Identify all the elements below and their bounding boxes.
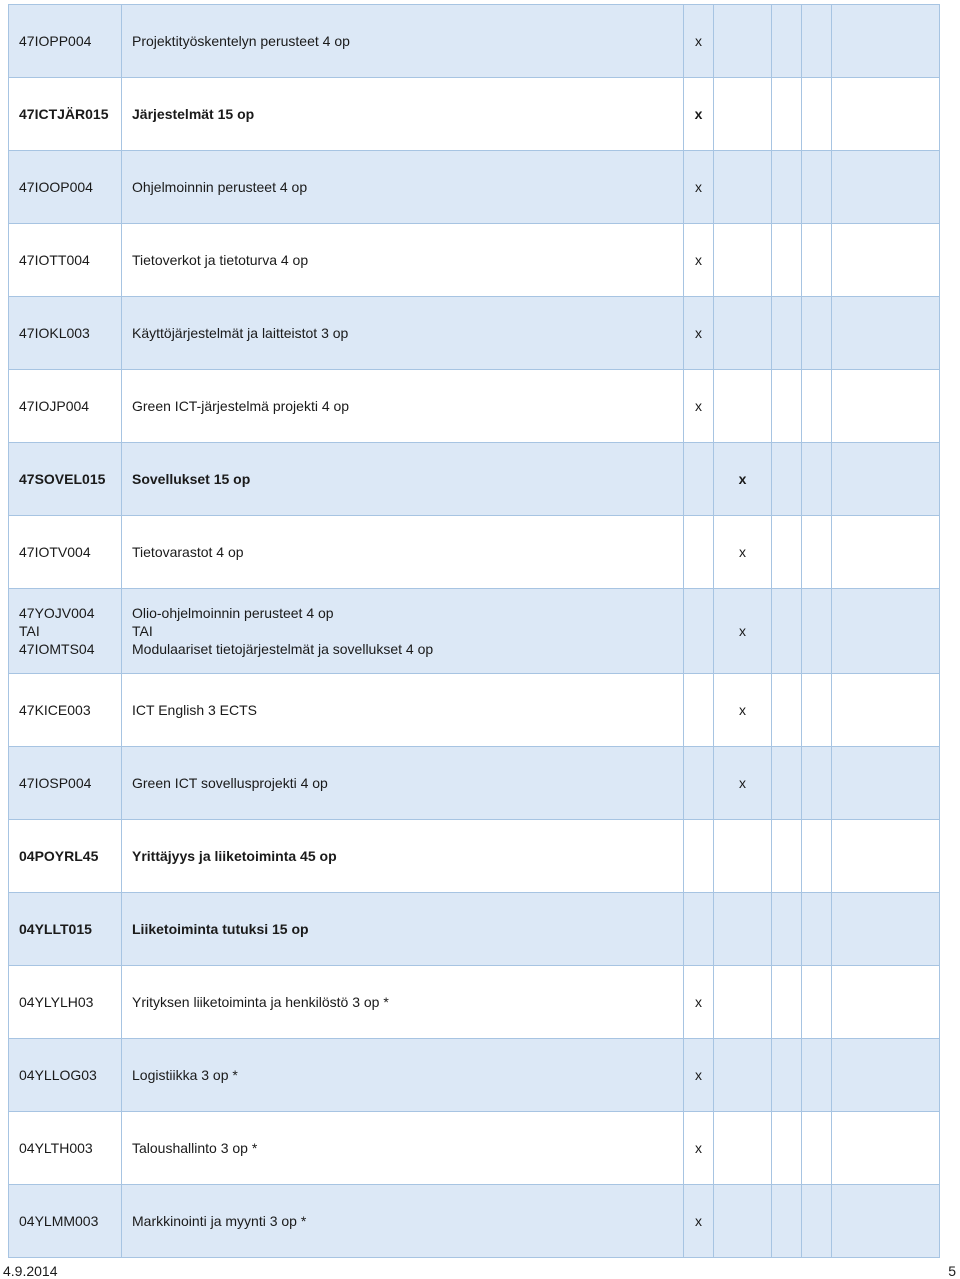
mark-cell (714, 151, 772, 224)
course-name: Projektityöskentelyn perusteet 4 op (122, 5, 684, 78)
mark-cell (832, 78, 940, 151)
course-name: Yrittäjyys ja liiketoiminta 45 op (122, 820, 684, 893)
course-code: 47IOTV004 (9, 516, 122, 589)
course-name: Yrityksen liiketoiminta ja henkilöstö 3 op * (122, 966, 684, 1039)
mark-cell (772, 674, 802, 747)
mark-cell (684, 516, 714, 589)
mark-cell (714, 5, 772, 78)
mark-cell (772, 747, 802, 820)
mark-cell: x (714, 747, 772, 820)
course-name: ICT English 3 ECTS (122, 674, 684, 747)
table-row (9, 589, 940, 674)
mark-cell (802, 297, 832, 370)
table-row (9, 747, 940, 820)
mark-cell (772, 966, 802, 1039)
course-code: 04YLLOG03 (9, 1039, 122, 1112)
course-code (9, 589, 122, 674)
mark-cell (772, 1039, 802, 1112)
mark-cell (772, 893, 802, 966)
mark-cell (832, 747, 940, 820)
table-row (9, 443, 940, 516)
mark-cell (802, 1039, 832, 1112)
mark-cell: x (684, 297, 714, 370)
course-name: Tietoverkot ja tietoturva 4 op (122, 224, 684, 297)
course-name: Logistiikka 3 op * (122, 1039, 684, 1112)
mark-cell (714, 1185, 772, 1258)
mark-cell (772, 443, 802, 516)
mark-cell (802, 1112, 832, 1185)
mark-cell: x (714, 589, 772, 674)
course-code: 04YLLT015 (9, 893, 122, 966)
mark-cell (832, 589, 940, 674)
course-name: Green ICT sovellusprojekti 4 op (122, 747, 684, 820)
mark-cell (684, 747, 714, 820)
course-code: 47IOKL003 (9, 297, 122, 370)
mark-cell (832, 893, 940, 966)
course-code: 47IOJP004 (9, 370, 122, 443)
table-row (9, 224, 940, 297)
course-code: 47IOTT004 (9, 224, 122, 297)
mark-cell (802, 820, 832, 893)
mark-cell (714, 297, 772, 370)
course-name: Käyttöjärjestelmät ja laitteistot 3 op (122, 297, 684, 370)
course-name: Sovellukset 15 op (122, 443, 684, 516)
table-row (9, 1185, 940, 1258)
course-code: 47KICE003 (9, 674, 122, 747)
mark-cell (832, 5, 940, 78)
mark-cell (772, 151, 802, 224)
course-code: 04YLTH003 (9, 1112, 122, 1185)
mark-cell (714, 370, 772, 443)
mark-cell (832, 370, 940, 443)
mark-cell (684, 820, 714, 893)
mark-cell (832, 674, 940, 747)
mark-cell (684, 893, 714, 966)
mark-cell (802, 966, 832, 1039)
mark-cell: x (684, 370, 714, 443)
mark-cell (802, 78, 832, 151)
mark-cell (832, 1039, 940, 1112)
mark-cell (714, 820, 772, 893)
mark-cell (802, 589, 832, 674)
mark-cell (832, 820, 940, 893)
course-code: 04POYRL45 (9, 820, 122, 893)
table-row (9, 1112, 940, 1185)
table-row (9, 78, 940, 151)
mark-cell (802, 747, 832, 820)
mark-cell (772, 370, 802, 443)
course-table (8, 4, 940, 1258)
table-row (9, 893, 940, 966)
table-row (9, 820, 940, 893)
course-name-line: Modulaariset tietojärjestelmät ja sovellukset 4 op (132, 641, 434, 657)
course-code-line: 47YOJV004 (19, 605, 95, 621)
course-name: Liiketoiminta tutuksi 15 op (122, 893, 684, 966)
mark-cell: x (684, 1039, 714, 1112)
mark-cell (684, 674, 714, 747)
mark-cell (802, 224, 832, 297)
mark-cell (802, 370, 832, 443)
mark-cell: x (684, 5, 714, 78)
mark-cell: x (684, 224, 714, 297)
course-code: 47IOPP004 (9, 5, 122, 78)
mark-cell (684, 443, 714, 516)
mark-cell (714, 224, 772, 297)
course-code: 04YLMM003 (9, 1185, 122, 1258)
mark-cell: x (684, 1185, 714, 1258)
course-code: 47IOSP004 (9, 747, 122, 820)
mark-cell (802, 443, 832, 516)
mark-cell (684, 589, 714, 674)
mark-cell (802, 1185, 832, 1258)
mark-cell (832, 516, 940, 589)
course-name: Ohjelmoinnin perusteet 4 op (122, 151, 684, 224)
mark-cell (832, 443, 940, 516)
mark-cell: x (714, 516, 772, 589)
mark-cell (772, 224, 802, 297)
course-code: 04YLYLH03 (9, 966, 122, 1039)
course-code-line: TAI (19, 623, 40, 639)
mark-cell (772, 1112, 802, 1185)
mark-cell (714, 78, 772, 151)
course-name: Green ICT-järjestelmä projekti 4 op (122, 370, 684, 443)
table-row (9, 966, 940, 1039)
mark-cell (714, 1039, 772, 1112)
table-row (9, 5, 940, 78)
mark-cell (772, 5, 802, 78)
mark-cell (802, 674, 832, 747)
mark-cell (772, 589, 802, 674)
mark-cell (832, 297, 940, 370)
course-name-line: Olio-ohjelmoinnin perusteet 4 op (132, 605, 334, 621)
mark-cell (772, 78, 802, 151)
table-row (9, 516, 940, 589)
mark-cell (832, 966, 940, 1039)
mark-cell: x (684, 78, 714, 151)
course-name: Markkinointi ja myynti 3 op * (122, 1185, 684, 1258)
course-name-line: TAI (132, 623, 153, 639)
mark-cell: x (714, 674, 772, 747)
mark-cell (714, 1112, 772, 1185)
course-code: 47ICTJÄR015 (9, 78, 122, 151)
mark-cell (772, 820, 802, 893)
mark-cell (832, 151, 940, 224)
mark-cell (772, 1185, 802, 1258)
course-name: Tietovarastot 4 op (122, 516, 684, 589)
mark-cell: x (714, 443, 772, 516)
mark-cell (802, 151, 832, 224)
table-row (9, 151, 940, 224)
mark-cell (714, 966, 772, 1039)
mark-cell: x (684, 151, 714, 224)
course-code: 47IOOP004 (9, 151, 122, 224)
mark-cell (802, 5, 832, 78)
course-name: Järjestelmät 15 op (122, 78, 684, 151)
mark-cell: x (684, 966, 714, 1039)
mark-cell (714, 893, 772, 966)
mark-cell (772, 297, 802, 370)
footer-page-number: 5 (948, 1263, 956, 1279)
course-code: 47SOVEL015 (9, 443, 122, 516)
table-row (9, 674, 940, 747)
mark-cell (832, 224, 940, 297)
mark-cell (772, 516, 802, 589)
course-name: Taloushallinto 3 op * (122, 1112, 684, 1185)
table-row (9, 297, 940, 370)
table-row (9, 370, 940, 443)
table-row (9, 1039, 940, 1112)
mark-cell (802, 516, 832, 589)
course-name (122, 589, 684, 674)
mark-cell (802, 893, 832, 966)
mark-cell (832, 1185, 940, 1258)
footer-date: 4.9.2014 (3, 1263, 58, 1279)
course-code-line: 47IOMTS04 (19, 641, 95, 657)
mark-cell: x (684, 1112, 714, 1185)
mark-cell (832, 1112, 940, 1185)
